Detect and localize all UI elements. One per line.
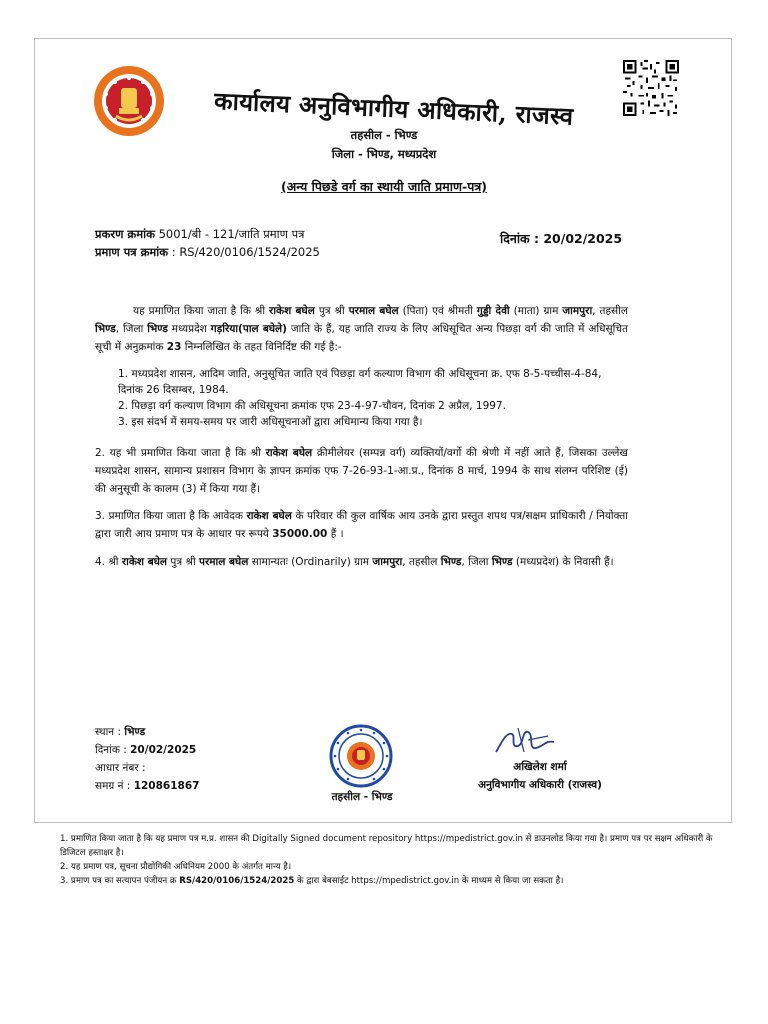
list-item: 3. इस संदर्भ में समय-समय पर जारी अधिसूचनाओं द्वारा अधिमान्य किया गया है। [118, 416, 423, 428]
mp-government-emblem-icon [92, 64, 166, 138]
case-number-label: प्रकरण क्रमांक [95, 227, 155, 241]
case-number [95, 227, 305, 242]
signatory [440, 758, 640, 794]
seal-label: तहसील - भिण्ड [331, 791, 393, 803]
notification-list [118, 366, 628, 430]
aadhaar-row: आधार नंबर : [95, 762, 146, 774]
qr-code-icon [623, 60, 679, 116]
paragraph-3: 3. प्रमाणित किया जाता है कि आवेदक राकेश बघेल के परिवार की कुल वार्षिक आय उनके द्वारा प्रस्तुत शपथ पत्र/सक्षम प्राधिकारी / नियोक्ता द्वारा जारी आय प्रमाण पत्र के आधार पर रूपये 35000.00 हैं । [95, 510, 628, 540]
footer-info [95, 723, 199, 795]
list-item: 1. मध्यप्रदेश शासन, आदिम जाति, अनुसूचित जाति एवं पिछड़ा वर्ग कल्याण विभाग की अधिसूचना क्र. एफ 8-5-पच्चीस-4-84, दिनांक 26 दिसम्बर, 1984. [118, 368, 602, 396]
issue-date-label: दिनांक [500, 231, 530, 246]
note-1: 1. प्रमाणित किया जाता है कि यह प्रमाण पत्र म.प्र. शासन की Digitally Signed document repository https://mpedistrict.gov.in से डाउनलोड किया गया है। प्रमाण पत्र पर सक्षम अधिकारी के डिजिटल हस्ताक्षर है। [60, 834, 713, 858]
tehsil-seal-icon [329, 724, 393, 788]
issue-date: दिनांक : 20/02/2025 [500, 231, 623, 246]
footer-date-row: दिनांक : 20/02/2025 [95, 744, 197, 756]
paragraph-2: 2. यह भी प्रमाणित किया जाता है कि श्री राकेश बघेल क्रीमीलेयर (सम्पन्न वर्ग) व्यक्तियों/वर्गो की श्रेणी में नहीं आते हैं, जिसका उल्लेख मध्यप्रदेश शासन, सामान्य प्रशासन विभाग के ज्ञापन क्रमांक एफ 7-26-93-1-आ.प्र., दिनांक 8 मार्च, 1994 के साथ संलग्न परिशिष्ट (ई) की अनुसूची के कालम (3) में किया गया हैं। [95, 447, 629, 495]
place-row: स्थान : भिण्ड [95, 726, 146, 738]
handwritten-signature-icon [488, 722, 568, 762]
paragraph-1: यह प्रमाणित किया जाता है कि श्री राकेश बघेल पुत्र श्री परमाल बघेल (पिता) एवं श्रीमती गुड्डी देवी (माता) ग्राम जामपुरा, तहसील भिण्ड, जिला भिण्ड मध्यप्रदेश गड़रिया(पाल बघेले) जाति के हैं, यह जाति राज्य के लिए अधिसूचित अन्य पिछड़ा वर्ग की जाति में अधिसूचित सूची में अनुक्रमांक 23 निम्नलिखित के तहत विनिर्दिष्ट की गई है:- [95, 305, 628, 353]
issue-date-value: 20/02/2025 [543, 231, 623, 246]
samagra-row: समग्र नं : 120861867 [95, 780, 200, 792]
list-item: 2. पिछड़ा वर्ग कल्याण विभाग की अधिसूचना क्रमांक एफ 23-4-97-चौवन, दिनांक 2 अप्रैल, 1997. [118, 400, 506, 412]
footnotes [60, 832, 740, 888]
certificate-number-label: प्रमाण पत्र क्रमांक [95, 245, 169, 259]
district-line: जिला - भिण्ड, मध्यप्रदेश [331, 147, 437, 161]
case-number-value: 5001/बी - 121/जाति प्रमाण पत्र [158, 227, 305, 241]
signer-title: अनुविभागीय अधिकारी (राजस्व) [478, 779, 602, 791]
certificate-number: प्रमाण पत्र क्रमांक : RS/420/0106/1524/2025 [95, 245, 320, 259]
certificate-number-value: RS/420/0106/1524/2025 [179, 245, 320, 259]
signer-name: अखिलेश शर्मा [513, 761, 567, 773]
paragraph-4: 4. श्री राकेश बघेल पुत्र श्री परमाल बघेल सामान्यतः (Ordinarily) ग्राम जामपुरा, तहसील भिण्ड, जिला भिण्ड (मध्यप्रदेश) के निवासी हैं। [95, 556, 614, 568]
tehsil-line: तहसील - भिण्ड [350, 128, 418, 142]
note-2: 2. यह प्रमाण पत्र, सूचना प्रौद्योगिकी अधिनियम 2000 के अंतर्गत मान्य है। [60, 862, 292, 872]
office-title: कार्यालय अनुविभागीय अधिकारी, राजस्व [213, 85, 575, 131]
certificate-title: (अन्य पिछडे वर्ग का स्थायी जाति प्रमाण-पत्र) [281, 179, 487, 194]
note-3: 3. प्रमाण पत्र का सत्यापन पंजीयन क्र RS/420/0106/1524/2025 के द्वारा बेबसाईट https://mpedistrict.gov.in के माध्यम से किया जा सकता है। [60, 876, 564, 886]
